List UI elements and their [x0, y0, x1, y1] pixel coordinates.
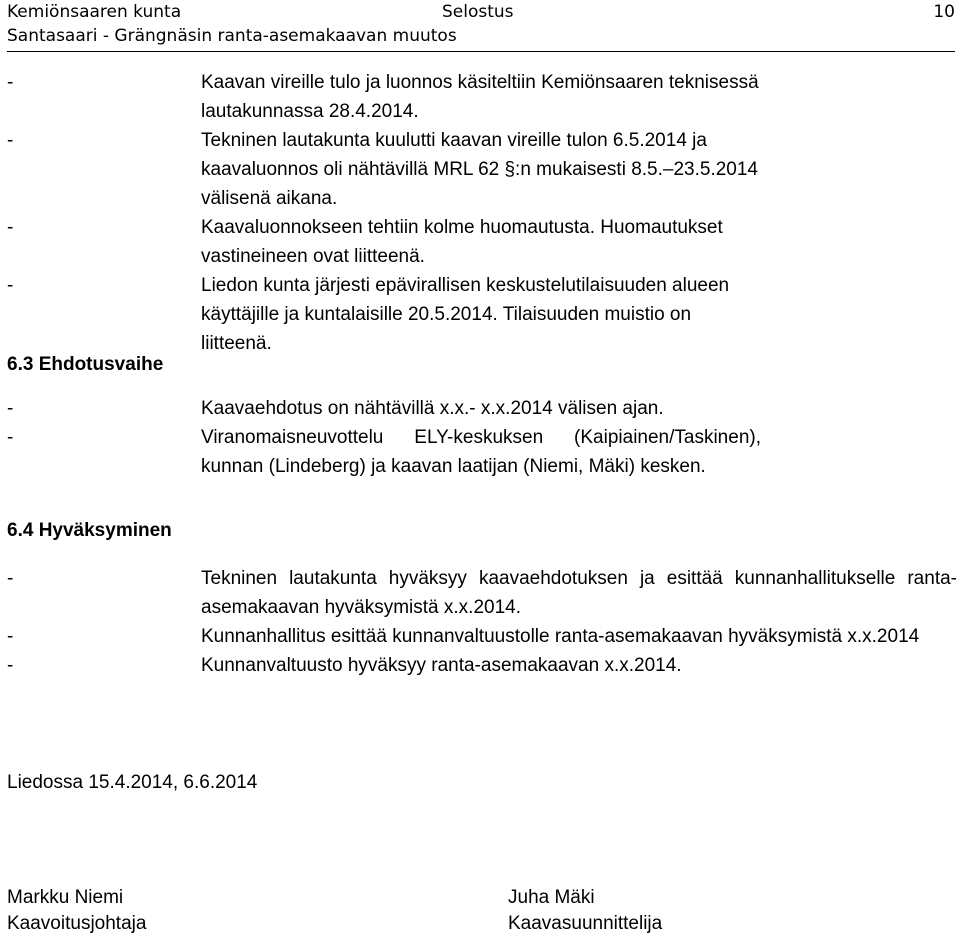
project-name: Santasaari - Grängnäsin ranta-asemakaavan muutos [7, 26, 457, 46]
header-rule [7, 51, 955, 52]
page-number: 10 [933, 2, 955, 22]
list-item-text: Viranomaisneuvottelu ELY-keskuksen (Kaipiainen/Taskinen), kunnan (Lindeberg) ja kaavan laatijan (Niemi, Mäki) kesken. [201, 427, 761, 477]
list-item-text: Tekninen lautakunta hyväksyy kaavaehdotuksen ja esittää kunnanhallitukselle ranta-asemakaavan hyväksymistä x.x.2014. [201, 568, 957, 618]
list-dash: - [7, 72, 14, 93]
list-item [7, 126, 761, 213]
list-item [7, 271, 761, 358]
signature-left-name: Markku Niemi [7, 887, 124, 908]
signature-right-title: Kaavasuunnittelija [508, 913, 663, 934]
place-date: Liedossa 15.4.2014, 6.6.2014 [7, 772, 258, 793]
list-item [7, 213, 761, 271]
list-dash: - [7, 275, 14, 296]
list-dash: - [7, 398, 14, 419]
list-item-text: Liedon kunta järjesti epävirallisen keskustelutilaisuuden alueen käyttäjille ja kuntalaisille 20.5.2014. Tilaisuuden muistio on liitteenä. [201, 275, 730, 354]
list-dash: - [7, 626, 14, 647]
list-dash: - [7, 130, 14, 151]
list-item-text: Kunnanhallitus esittää kunnanvaltuustolle ranta-asemakaavan hyväksymistä x.x.2014 [201, 626, 920, 647]
list-item-text: Kaavan vireille tulo ja luonnos käsiteltiin Kemiönsaaren teknisessä lautakunnassa 28.4.2014. [201, 72, 759, 122]
hyvaksyminen-list [7, 564, 957, 680]
list-item [7, 622, 931, 651]
list-item-text: Kaavaluonnokseen tehtiin kolme huomautusta. Huomautukset vastineineen ovat liitteenä. [201, 217, 723, 267]
list-item-text: Tekninen lautakunta kuulutti kaavan vireille tulon 6.5.2014 ja kaavaluonnos oli nähtävillä MRL 62 §:n mukaisesti 8.5.–23.5.2014 välisenä aikana. [201, 130, 758, 209]
document-type: Selostus [442, 2, 514, 22]
section-heading-ehdotus: 6.3 Ehdotusvaihe [7, 354, 164, 375]
list-dash: - [7, 427, 14, 448]
list-item [7, 68, 761, 126]
list-dash: - [7, 568, 14, 589]
list-item [7, 564, 957, 622]
list-item [7, 423, 761, 481]
section-heading-hyvaksyminen: 6.4 Hyväksyminen [7, 520, 172, 541]
list-item-text: Kunnanvaltuusto hyväksyy ranta-asemakaavan x.x.2014. [201, 655, 682, 676]
list-item-text: Kaavaehdotus on nähtävillä x.x.- x.x.2014 välisen ajan. [201, 398, 664, 419]
list-dash: - [7, 655, 14, 676]
signature-right-name: Juha Mäki [508, 887, 595, 908]
list-item [7, 394, 761, 423]
luonnos-list [7, 68, 952, 358]
page-header [7, 0, 955, 50]
signature-left-title: Kaavoitusjohtaja [7, 913, 147, 934]
municipality-name: Kemiönsaaren kunta [7, 2, 182, 22]
ehdotus-list [7, 394, 952, 481]
list-item [7, 651, 931, 680]
list-dash: - [7, 217, 14, 238]
